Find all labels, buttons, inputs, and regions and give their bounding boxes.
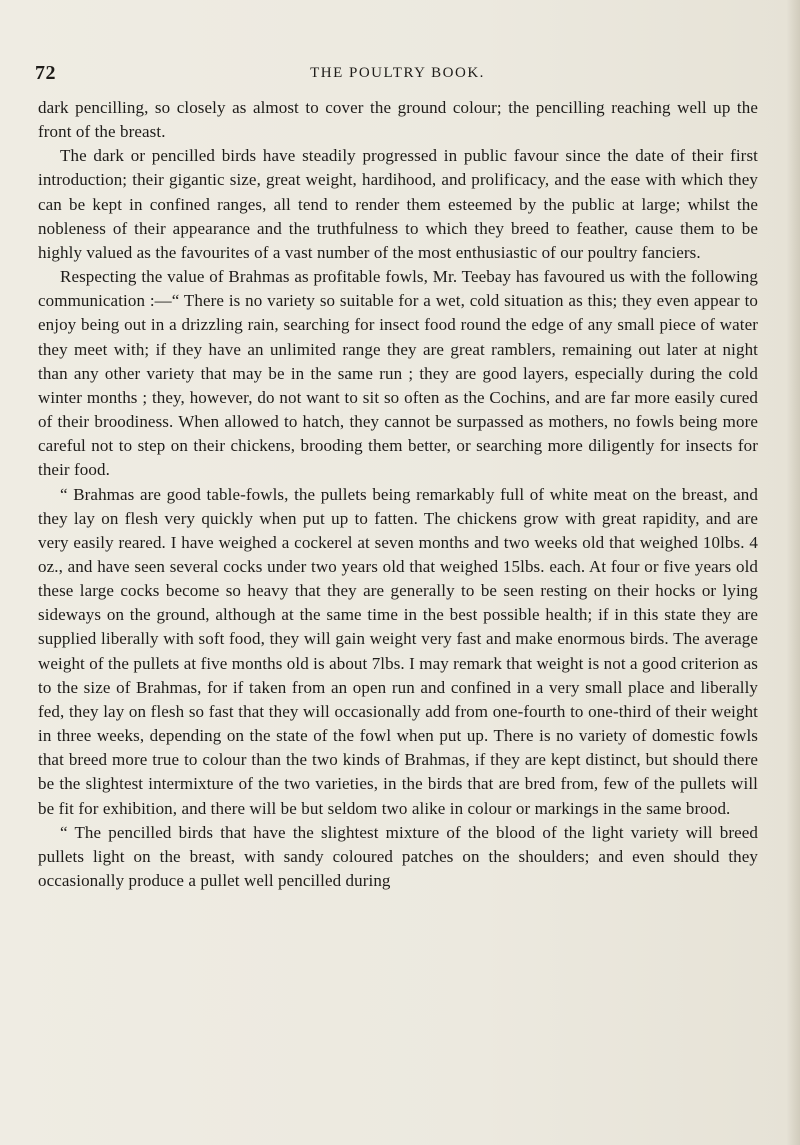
body-text [38, 96, 758, 893]
paragraph: “ Brahmas are good table-fowls, the pullets being remarkably full of white meat on the breast, and they lay on flesh very quickly when put up to fatten. The chickens grow with great rapidity, and are very easily reared. I have weighed a cockerel at seven months and two weeks old that weighed 10lbs. 4 oz., and have seen several cocks under two years old that weighed 15lbs. each. At four or five years old these large cocks become so heavy that they are generally to be seen resting on their hocks or lying sideways on the ground, although at the same time in the best possible health; if in this state they are supplied liberally with soft food, they will gain weight very fast and make enormous birds. The average weight of the pullets at five months old is about 7lbs. I may remark that weight is not a good criterion as to the size of Brahmas, for if taken from an open run and confined in a very small place and liberally fed, they lay on flesh so fast that they will occasionally add from one-fourth to one-third of their weight in three weeks, depending on the state of the fowl when put up. There is no variety of domestic fowls that breed more true to colour than the two kinds of Brahmas, if they are kept distinct, but should there be the slightest intermixture of the two varieties, in the birds that are bred from, few of the pullets will be fit for exhibition, and there will be but seldom two alike in colour or markings in the same brood. [38, 484, 758, 818]
page-number: 72 [35, 62, 56, 84]
paragraph: “ The pencilled birds that have the slightest mixture of the blood of the light variety will breed pullets light on the breast, with sandy coloured patches on the shoulders; and even should they occasionally produce a pullet well pencilled during [38, 822, 758, 890]
paragraph: Respecting the value of Brahmas as profitable fowls, Mr. Teebay has favoured us with the following communication :—“ There is no variety so suitable for a wet, cold situation as this; they even appear to enjoy being out in a drizzling rain, searching for insect food round the edge of any small piece of water they meet with; if they have an unlimited range they are great ramblers, remaining out later at night than any other variety that may be in the same run ; they are good layers, especially during the cold winter months ; they, however, do not want to sit so often as the Cochins, and are far more easily cured of their broodiness. When allowed to hatch, they cannot be surpassed as mothers, no fowls being more careful not to step on their chickens, brooding them better, or searching more diligently for insects for their food. [38, 267, 758, 480]
page-header [35, 62, 760, 86]
page-edge-shadow [786, 0, 800, 1145]
running-title: THE POULTRY BOOK. [310, 65, 485, 81]
paragraph: The dark or pencilled birds have steadily progressed in public favour since the date of their first introduction; their gigantic size, great weight, hardihood, and prolificacy, and the ease with which they can be kept in confined ranges, all tend to render them esteemed by the public at large; whilst the nobleness of their appearance and the truthfulness to which they breed to feather, cause them to be highly valued as the favourites of a vast number of the most enthusiastic of our poultry fanciers. [38, 146, 758, 262]
paragraph: dark pencilling, so closely as almost to cover the ground colour; the pencilling reaching well up the front of the breast. [38, 98, 758, 142]
